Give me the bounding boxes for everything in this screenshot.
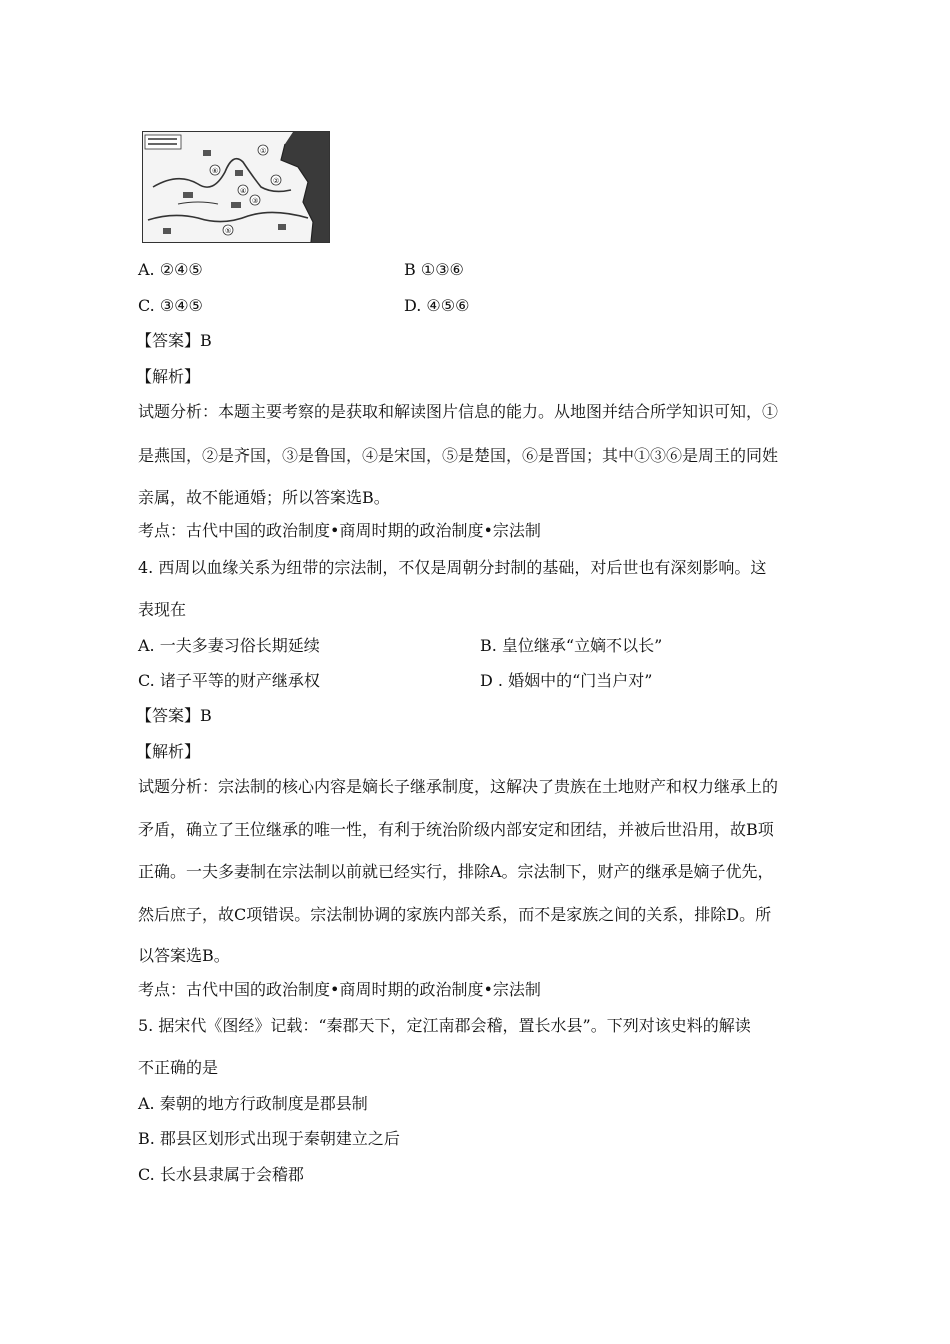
river-wei — [178, 202, 218, 204]
q3-analysis-label: 【解析】 — [136, 367, 201, 386]
river-yellow — [153, 159, 291, 192]
q3-answer: 【答案】B — [136, 331, 212, 350]
q4-analysis-label: 【解析】 — [136, 742, 201, 761]
map-marker-2: ② — [273, 177, 280, 185]
map-drawing — [143, 132, 329, 242]
q4-analysis-line-1: 试题分析：宗法制的核心内容是嫡长子继承制度，这解决了贵族在土地财产和权力继承上的 — [138, 777, 779, 796]
q3-analysis-line-3: 亲属，故不能通婚；所以答案选B。 — [138, 488, 390, 507]
q4-analysis-line-4: 然后庶子，故C项错误。宗法制协调的家族内部关系，而不是家族之间的关系，排除D。所 — [138, 905, 772, 924]
q3-option-a: A. ②④⑤ — [138, 260, 203, 279]
q4-stem-line-2: 表现在 — [138, 600, 187, 619]
q4-kaodian: 考点：古代中国的政治制度•商周时期的政治制度•宗法制 — [138, 980, 541, 999]
q4-analysis-line-3: 正确。一夫多妻制在宗法制以前就已经实行，排除A。宗法制下，财产的继承是嫡子优先， — [138, 862, 774, 881]
q4-analysis-line-2: 矛盾，确立了王位继承的唯一性，有利于统治阶级内部安定和团结，并被后世沿用，故B项 — [138, 820, 774, 839]
q5-option-c: C. 长水县隶属于会稽郡 — [138, 1165, 304, 1184]
q5-option-a: A. 秦朝的地方行政制度是郡县制 — [138, 1094, 368, 1113]
q3-option-d: D. ④⑤⑥ — [404, 296, 470, 315]
q4-option-a: A. 一夫多妻习俗长期延续 — [138, 636, 320, 655]
sea-area — [281, 132, 329, 242]
map-marker-4: ④ — [240, 187, 247, 195]
q3-analysis-line-1: 试题分析：本题主要考察的是获取和解读图片信息的能力。从地图并结合所学知识可知，① — [138, 402, 779, 421]
q4-analysis-line-5: 以答案选B。 — [138, 946, 230, 965]
map-marker-3: ③ — [252, 197, 259, 205]
legend-box — [145, 135, 181, 149]
q3-option-c: C. ③④⑤ — [138, 296, 203, 315]
q4-answer: 【答案】B — [136, 706, 212, 725]
q3-kaodian: 考点：古代中国的政治制度•商周时期的政治制度•宗法制 — [138, 521, 541, 540]
q4-stem-line-1: 4. 西周以血缘关系为纽带的宗法制，不仅是周朝分封制的基础，对后世也有深刻影响。这 — [138, 558, 767, 577]
q5-stem-line-1: 5. 据宋代《图经》记载：“秦郡天下，定江南郡会稽，置长水县”。下列对该史料的解读 — [138, 1016, 751, 1035]
map-marker-6: ⑥ — [212, 167, 219, 175]
river-yangtze — [148, 212, 308, 221]
q3-option-b: B ①③⑥ — [404, 260, 464, 279]
q4-option-d: D . 婚姻中的“门当户对” — [480, 671, 653, 690]
q5-stem-line-2: 不正确的是 — [138, 1058, 219, 1077]
map-marker-5: ⑤ — [225, 227, 232, 235]
q4-option-c: C. 诸子平等的财产继承权 — [138, 671, 320, 690]
map-marker-1: ① — [260, 147, 267, 155]
map-figure — [142, 131, 330, 243]
q3-analysis-line-2: 是燕国，②是齐国，③是鲁国，④是宋国，⑤是楚国，⑥是晋国；其中①③⑥是周王的同姓 — [138, 446, 779, 465]
q4-option-b: B. 皇位继承“立嫡不以长” — [480, 636, 663, 655]
q5-option-b: B. 郡县区划形式出现于秦朝建立之后 — [138, 1129, 400, 1148]
